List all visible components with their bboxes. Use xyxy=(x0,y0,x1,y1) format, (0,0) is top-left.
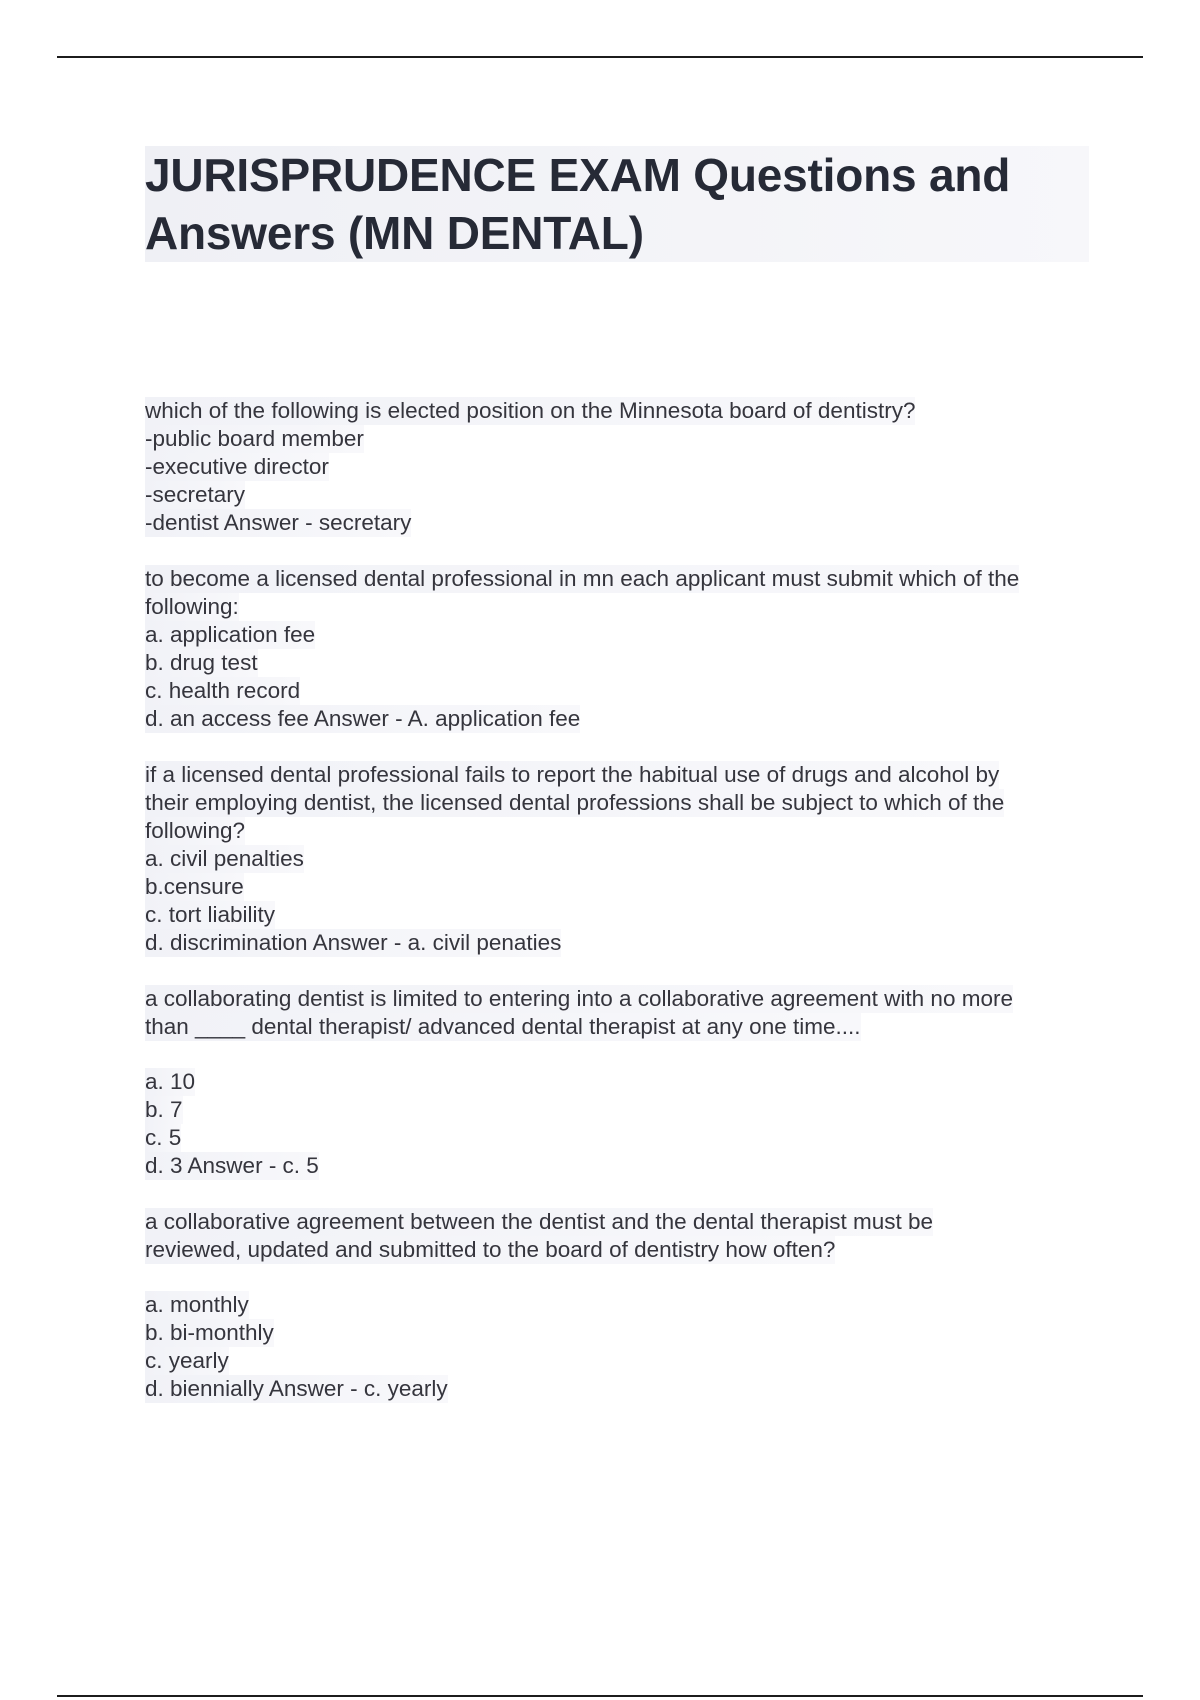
option-text: -public board member xyxy=(145,426,364,451)
option-text: b. bi-monthly xyxy=(145,1320,274,1345)
question-text: reviewed, updated and submitted to the board of dentistry how often? xyxy=(145,1237,836,1262)
document-title-line-2: Answers (MN DENTAL) xyxy=(145,207,644,259)
bottom-rule xyxy=(57,1695,1143,1697)
option-text: a. civil penalties xyxy=(145,846,304,871)
option-with-answer: d. biennially Answer - c. yearly xyxy=(145,1376,448,1401)
qa-item-3 xyxy=(145,761,1095,957)
option-with-answer: -dentist Answer - secretary xyxy=(145,510,412,535)
question-text: to become a licensed dental professional in mn each applicant must submit which of the xyxy=(145,566,1020,591)
option-text: c. 5 xyxy=(145,1125,182,1150)
qa-item-2 xyxy=(145,565,1095,733)
option-text: a. application fee xyxy=(145,622,316,647)
document-title-line-1: JURISPRUDENCE EXAM Questions and xyxy=(145,149,1011,201)
document-title-block xyxy=(145,146,1089,262)
question-text: a collaborative agreement between the dentist and the dental therapist must be xyxy=(145,1209,934,1234)
qa-item-5 xyxy=(145,1208,1095,1403)
question-text: following: xyxy=(145,594,239,619)
option-text: b. 7 xyxy=(145,1097,183,1122)
question-text: than ____ dental therapist/ advanced dental therapist at any one time.... xyxy=(145,1014,861,1039)
option-text: -executive director xyxy=(145,454,329,479)
option-text: a. monthly xyxy=(145,1292,249,1317)
option-text: a. 10 xyxy=(145,1069,196,1094)
top-rule xyxy=(57,56,1143,58)
qa-item-4 xyxy=(145,985,1095,1180)
option-text: c. yearly xyxy=(145,1348,229,1373)
qa-list xyxy=(145,397,1095,1431)
option-text: c. tort liability xyxy=(145,902,276,927)
question-text: their employing dentist, the licensed dental professions shall be subject to which of the xyxy=(145,790,1005,815)
option-with-answer: d. 3 Answer - c. 5 xyxy=(145,1153,319,1178)
question-text: a collaborating dentist is limited to entering into a collaborative agreement with no more xyxy=(145,986,1013,1011)
question-text: which of the following is elected position on the Minnesota board of dentistry? xyxy=(145,398,916,423)
option-with-answer: d. discrimination Answer - a. civil penaties xyxy=(145,930,562,955)
option-text: -secretary xyxy=(145,482,246,507)
question-text: if a licensed dental professional fails to report the habitual use of drugs and alcohol by xyxy=(145,762,1000,787)
qa-item-1 xyxy=(145,397,1095,537)
option-text: c. health record xyxy=(145,678,301,703)
option-text: b.censure xyxy=(145,874,244,899)
question-text: following? xyxy=(145,818,246,843)
option-with-answer: d. an access fee Answer - A. application fee xyxy=(145,706,581,731)
document-title xyxy=(145,146,1089,262)
option-text: b. drug test xyxy=(145,650,258,675)
